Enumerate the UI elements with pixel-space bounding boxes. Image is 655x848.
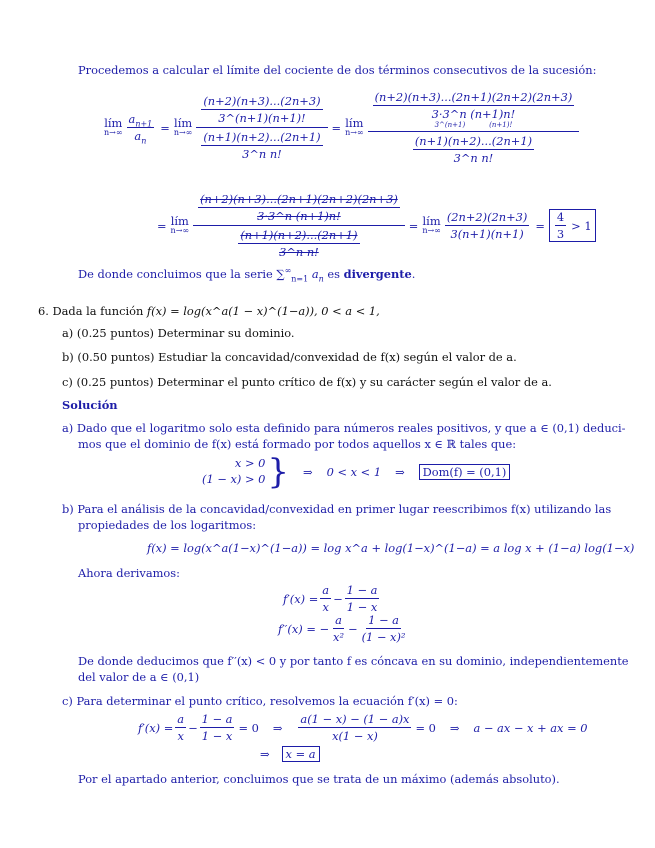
sol-c-line1: c) Para determinar el punto crítico, resolvemos la ecuación f′(x) = 0:	[62, 694, 458, 708]
critical-point-result: ⇒ x = a	[260, 746, 320, 762]
problem-6-item-a: a) (0.25 puntos) Determinar su dominio.	[62, 326, 295, 340]
sol-a-line2: mos que el dominio de f(x) está formado por todos aquellos x ∈ ℝ tales que:	[78, 437, 517, 451]
lim-4: lím n→∞	[170, 213, 190, 236]
sol-c-final: Por el apartado anterior, concluimos que se trata de un máximo (además absoluto).	[78, 772, 560, 786]
solucion-heading: Solución	[62, 398, 118, 412]
sol-b-log-eq: f(x) = log(x^a(1−x)^(1−a)) = log x^a + log(1−x)^(1−a) = a log x + (1−a) log(1−x)	[147, 541, 635, 555]
intro-line: Procedemos a calcular el límite del cociente de dos términos consecutivos de la sucesión:	[78, 63, 597, 77]
sol-b-conclusion1: De donde deducimos que f′′(x) < 0 y por tanto f es cóncava en su dominio, independientemente	[78, 654, 629, 668]
sol-b-derivamos: Ahora derivamos:	[78, 566, 180, 580]
sol-b-line1: b) Para el análisis de la concavidad/convexidad en primer lugar reescribimos f(x) utilizando las	[62, 502, 612, 516]
critical-point-eq: f′(x) = $\frac{a}{x}$ − $\frac{1 - a}{1 - x}$ = 0 ⇒ $\frac{a(1 - x) - (1 - a)x}{x(1 - x)}$ = 0 ⇒ a − ax − x + ax = 0	[138, 712, 588, 743]
second-derivative: f′′(x) = − $\frac{a}{\text{x²}}$ − $\frac{1 - a}{\text{(1 − x)²}}$	[278, 613, 406, 644]
domain-box: Dom(f) = (0,1)	[419, 464, 511, 480]
first-complex-frac: $\frac{\frac{(n+2)(n+3)...(2n+3)}{3\^{}(n+1)(n+1)!}}{\frac{(n+1)(n+2)...(2n+1)}{\text{3\textasciicircum{}n n!}}}$	[196, 94, 327, 161]
problem-6-item-b: b) (0.50 puntos) Estudiar la concavidad/convexidad de f(x) según el valor de a.	[62, 350, 517, 364]
ratio-frac: $\frac{a_{n+1}}{a_n}$	[128, 112, 153, 146]
lim-1: lím n→∞	[104, 115, 123, 138]
sol-a-system: x > 0 (1 − x) > 0 } ⇒ 0 < x < 1 ⇒ Dom(f) = (0,1)	[202, 455, 510, 489]
lim-5: lím n→∞	[422, 213, 441, 236]
lim-3: lím n→∞	[345, 115, 364, 138]
sol-b-conclusion2: del valor de a ∈ (0,1)	[78, 670, 200, 684]
limit-equation-2: = lím n→∞ $\frac{\frac{(n+2)(n+3)...(2n+1)(2n+2)(2n+3)}{3\cdot 3\^{}n (n+1)n!}}{\frac{(n+1)(n+2)...(2n+1)}{\text{3\textasciicircum{}n n!}}}$ = lím n→∞ $\frac{(2n+2)(2n+3)}{3(n+1)(n+1)}$ = $\frac{4}{3}$ > 1	[157, 192, 596, 259]
problem-6-item-c: c) (0.25 puntos) Determinar el punto crítico de f(x) y su carácter según el valor de a.	[62, 375, 552, 389]
divergence-conclusion: De donde concluimos que la serie $\sum^\infty_{n=1}$ $a_n$ es divergente.	[78, 266, 416, 284]
lim-2: lím n→∞	[173, 115, 193, 138]
final-result-box: $\frac{4}{3}$ > 1	[549, 209, 596, 242]
sol-a-line1: a) Dado que el logaritmo solo esta definido para números reales positivos, y que a ∈ (0,1) deduci-	[62, 421, 626, 435]
limit-equation-1: lím n→∞ $\frac{a_{n+1}}{a_n}$ = lím n→∞ $\frac{\frac{(n+2)(n+3)...(2n+3)}{3\^{}(n+1)(n+1)!}}{\frac{(n+1)(n+2)...(2n+1)}{\text{3\textasciicircum{}n n!}}}$ = lím n→∞ (n+2)(n+3)...(2n+1)(2n+2)(2n+3) 3·3^n (n+1)n! 3^(n+1) (n+1)! $\frac{(n+1)(n+2)...(2n+1)}{\text{3\textasciicircum{}n n!}}$	[104, 90, 579, 165]
second-complex-frac: (n+2)(n+3)...(2n+1)(2n+2)(2n+3) 3·3^n (n+1)n! 3^(n+1) (n+1)! $\frac{(n+1)(n+2)...(2n+1)}{\text{3\textasciicircum{}n n!}}$	[368, 90, 580, 165]
cancel-frac: $\frac{\frac{(n+2)(n+3)...(2n+1)(2n+2)(2n+3)}{3\cdot 3\^{}n (n+1)n!}}{\frac{(n+1)(n+2)...(2n+1)}{\text{3\textasciicircum{}n n!}}}$	[193, 192, 405, 259]
sol-b-line2: propiedades de los logaritmos:	[78, 518, 257, 532]
reduced-frac: $\frac{(2n+2)(2n+3)}{3(n+1)(n+1)}$	[446, 210, 528, 241]
problem-6-statement: 6. Dada la función f(x) = log(x^a(1 − x)^(1−a)), 0 < a < 1,	[38, 304, 380, 318]
first-derivative: f′(x) = $\frac{a}{x}$ − $\frac{1 - a}{1 - x}$	[283, 583, 378, 614]
critical-point-box: x = a	[282, 746, 320, 762]
